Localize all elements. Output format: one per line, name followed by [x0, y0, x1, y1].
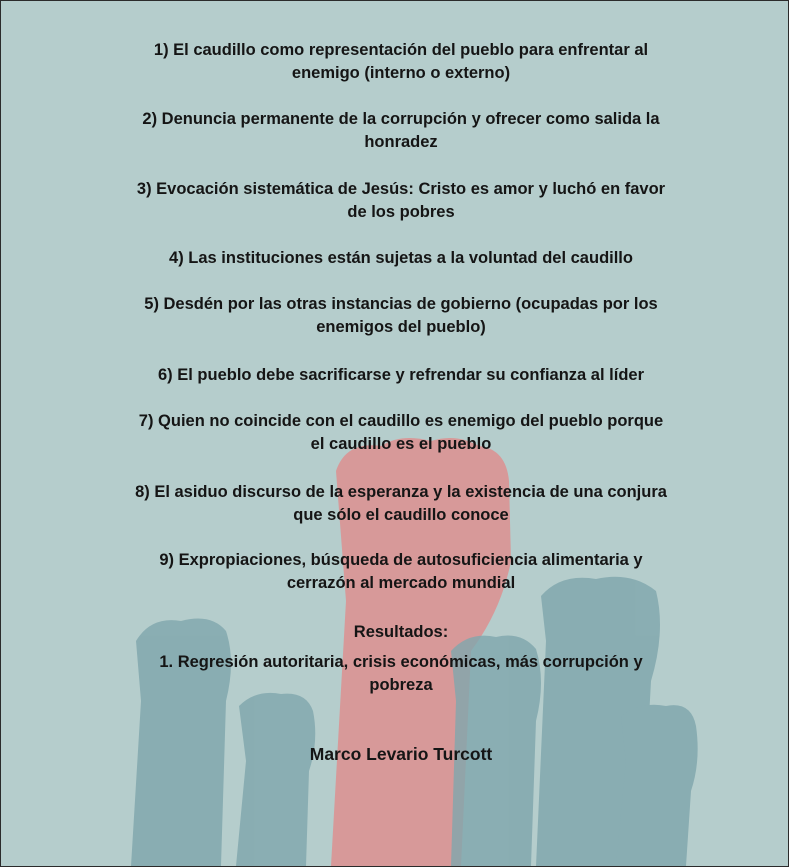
point-4-line-1: 4) Las instituciones están sujetas a la voluntad del caudillo [169, 249, 633, 267]
point-4 [81, 247, 721, 270]
point-5 [81, 293, 721, 339]
point-1-line-2: enemigo (interno o externo) [291, 64, 511, 82]
point-2-line-1: 2) Denuncia permanente de la corrupción y ofrecer como salida la [142, 110, 660, 128]
point-6-line-1: 6) El pueblo debe sacrificarse y refrendar su confianza al líder [157, 366, 644, 384]
point-1 [81, 39, 721, 85]
point-7-line-2: el caudillo es el pueblo [310, 435, 492, 453]
point-9-line-1: 9) Expropiaciones, búsqueda de autosuficiencia alimentaria y [159, 551, 643, 569]
point-5-line-1: 5) Desdén por las otras instancias de gobierno (ocupadas por los [144, 295, 658, 313]
results-line-2: pobreza [369, 676, 433, 694]
point-8-line-1: 8) El asiduo discurso de la esperanza y la existencia de una conjura [135, 483, 667, 501]
point-9-line-2: cerrazón al mercado mundial [286, 574, 516, 592]
point-2-line-2: honradez [364, 133, 438, 151]
author-name: Marco Levario Turcott [309, 744, 493, 764]
results-title: Resultados: [353, 623, 449, 641]
point-5-line-2: enemigos del pueblo) [316, 318, 486, 336]
results-item [81, 651, 721, 697]
point-3 [81, 178, 721, 224]
point-1-line-1: 1) El caudillo como representación del pueblo para enfrentar al [153, 41, 649, 59]
point-8-line-2: que sólo el caudillo conoce [293, 506, 509, 524]
content [1, 1, 788, 866]
point-8 [81, 481, 721, 527]
point-7 [81, 410, 721, 456]
point-3-line-2: de los pobres [347, 203, 455, 221]
point-7-line-1: 7) Quien no coincide con el caudillo es enemigo del pueblo porque [138, 412, 664, 430]
results-line-1: 1. Regresión autoritaria, crisis económicas, más corrupción y [159, 653, 643, 671]
point-2 [81, 108, 721, 154]
point-9 [81, 549, 721, 595]
point-6 [81, 364, 721, 387]
point-3-line-1: 3) Evocación sistemática de Jesús: Cristo es amor y luchó en favor [136, 180, 666, 198]
